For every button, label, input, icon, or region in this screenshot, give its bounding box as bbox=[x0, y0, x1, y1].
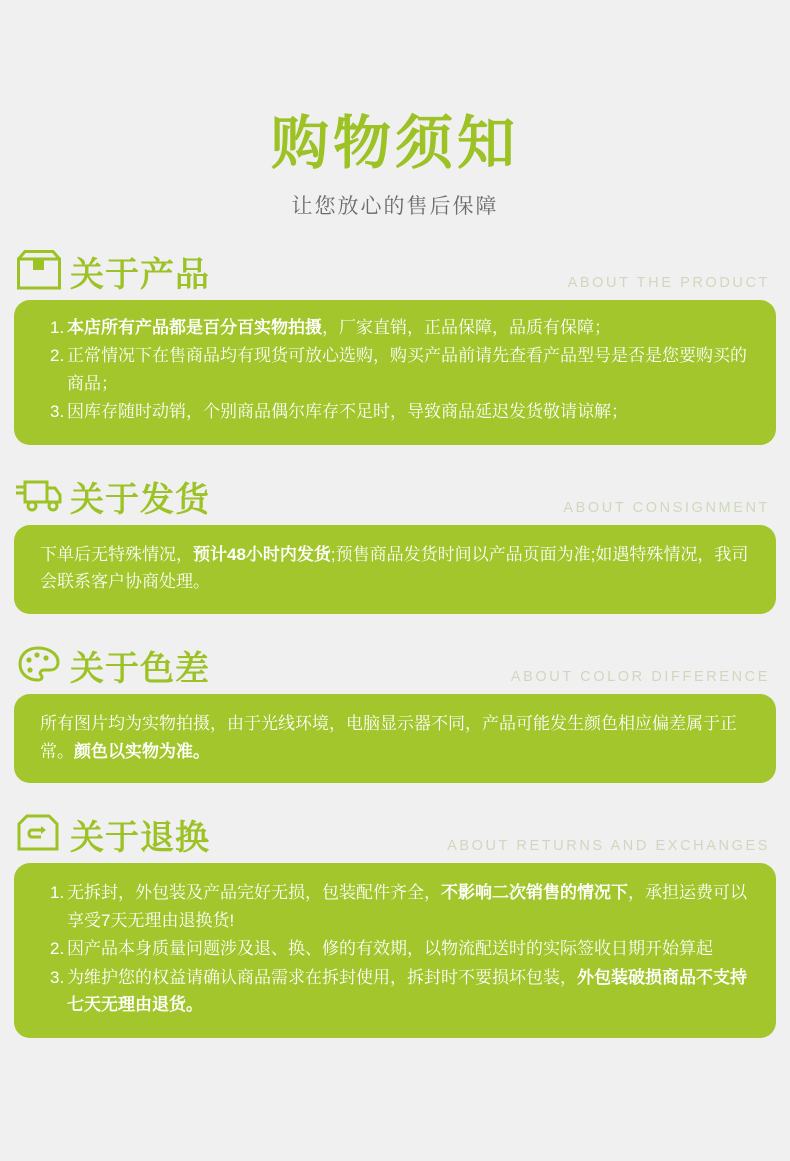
item-bold: 外包装破损商品不支持七天无理由退货。 bbox=[67, 967, 747, 1015]
section-header bbox=[14, 242, 776, 294]
item-rest: 正常情况下在售商品均有现货可放心选购，购买产品前请先查看产品型号是否是您要购买的商品； bbox=[67, 346, 747, 393]
section-body bbox=[14, 694, 776, 783]
section-title: 关于发货 bbox=[70, 480, 210, 519]
item-pre: 为维护您的权益请确认商品需求在拆封使用，拆封时不要损坏包装， bbox=[67, 967, 577, 987]
section-header bbox=[14, 467, 776, 519]
palette-icon bbox=[16, 642, 62, 686]
section-title: 关于产品 bbox=[70, 255, 210, 294]
product-notes-list bbox=[50, 314, 750, 426]
truck-icon bbox=[16, 473, 62, 517]
section-body bbox=[14, 863, 776, 1038]
para-pre: 所有图片均为实物拍摄，由于光线环境，电脑显示器不同，产品可能发生颜色相应偏差属于正常。 bbox=[40, 713, 737, 761]
list-item bbox=[50, 935, 750, 963]
item-bold: 不影响二次销售的情况下 bbox=[441, 883, 628, 903]
list-item bbox=[50, 879, 750, 934]
page-header bbox=[0, 0, 790, 220]
box-icon bbox=[16, 248, 62, 292]
section-header bbox=[14, 636, 776, 688]
section-english-label: ABOUT COLOR DIFFERENCE bbox=[510, 668, 770, 685]
section-about-returns bbox=[14, 783, 776, 1038]
section-body bbox=[14, 525, 776, 614]
page-subtitle: 让您放心的售后保障 bbox=[291, 194, 499, 218]
section-about-product bbox=[14, 220, 776, 445]
para-bold: 预计48小时内发货 bbox=[193, 544, 331, 564]
consignment-paragraph bbox=[40, 541, 750, 596]
list-item bbox=[50, 964, 750, 1019]
section-about-color-difference bbox=[14, 614, 776, 783]
para-post: ;预售商品发货时间以产品页面为准;如遇特殊情况，我司会联系客户协商处理。 bbox=[40, 544, 749, 592]
item-pre: 无拆封，外包装及产品完好无损，包装配件齐全， bbox=[67, 883, 441, 903]
item-rest: 因库存随时动销，个别商品偶尔库存不足时，导致商品延迟发货敬请谅解； bbox=[67, 402, 628, 422]
list-item bbox=[50, 314, 750, 342]
para-bold: 颜色以实物为准。 bbox=[74, 741, 210, 761]
section-body bbox=[14, 300, 776, 445]
list-item bbox=[50, 398, 750, 426]
item-post: ，承担运费可以享受7天无理由退换货! bbox=[67, 883, 747, 930]
section-title: 关于色差 bbox=[70, 649, 210, 688]
para-pre: 下单后无特殊情况， bbox=[40, 544, 193, 564]
item-lead: 本店所有产品都是百分百实物拍摄 bbox=[67, 317, 322, 337]
item-rest: ，厂家直销，正品保障，品质有保障； bbox=[322, 317, 611, 337]
section-about-consignment bbox=[14, 445, 776, 614]
item-pre: 因产品本身质量问题涉及退、换、修的有效期，以物流配送时的实际签收日期开始算起 bbox=[67, 939, 713, 959]
section-english-label: ABOUT THE PRODUCT bbox=[567, 274, 770, 291]
list-item bbox=[50, 342, 750, 397]
section-english-label: ABOUT RETURNS AND EXCHANGES bbox=[447, 838, 770, 855]
section-english-label: ABOUT CONSIGNMENT bbox=[563, 499, 770, 516]
section-title: 关于退换 bbox=[70, 819, 210, 858]
page-title: 购物须知 bbox=[270, 111, 519, 176]
section-header bbox=[14, 805, 776, 857]
returns-notes-list bbox=[50, 879, 750, 1019]
return-icon bbox=[16, 811, 62, 855]
color-paragraph bbox=[40, 710, 750, 765]
